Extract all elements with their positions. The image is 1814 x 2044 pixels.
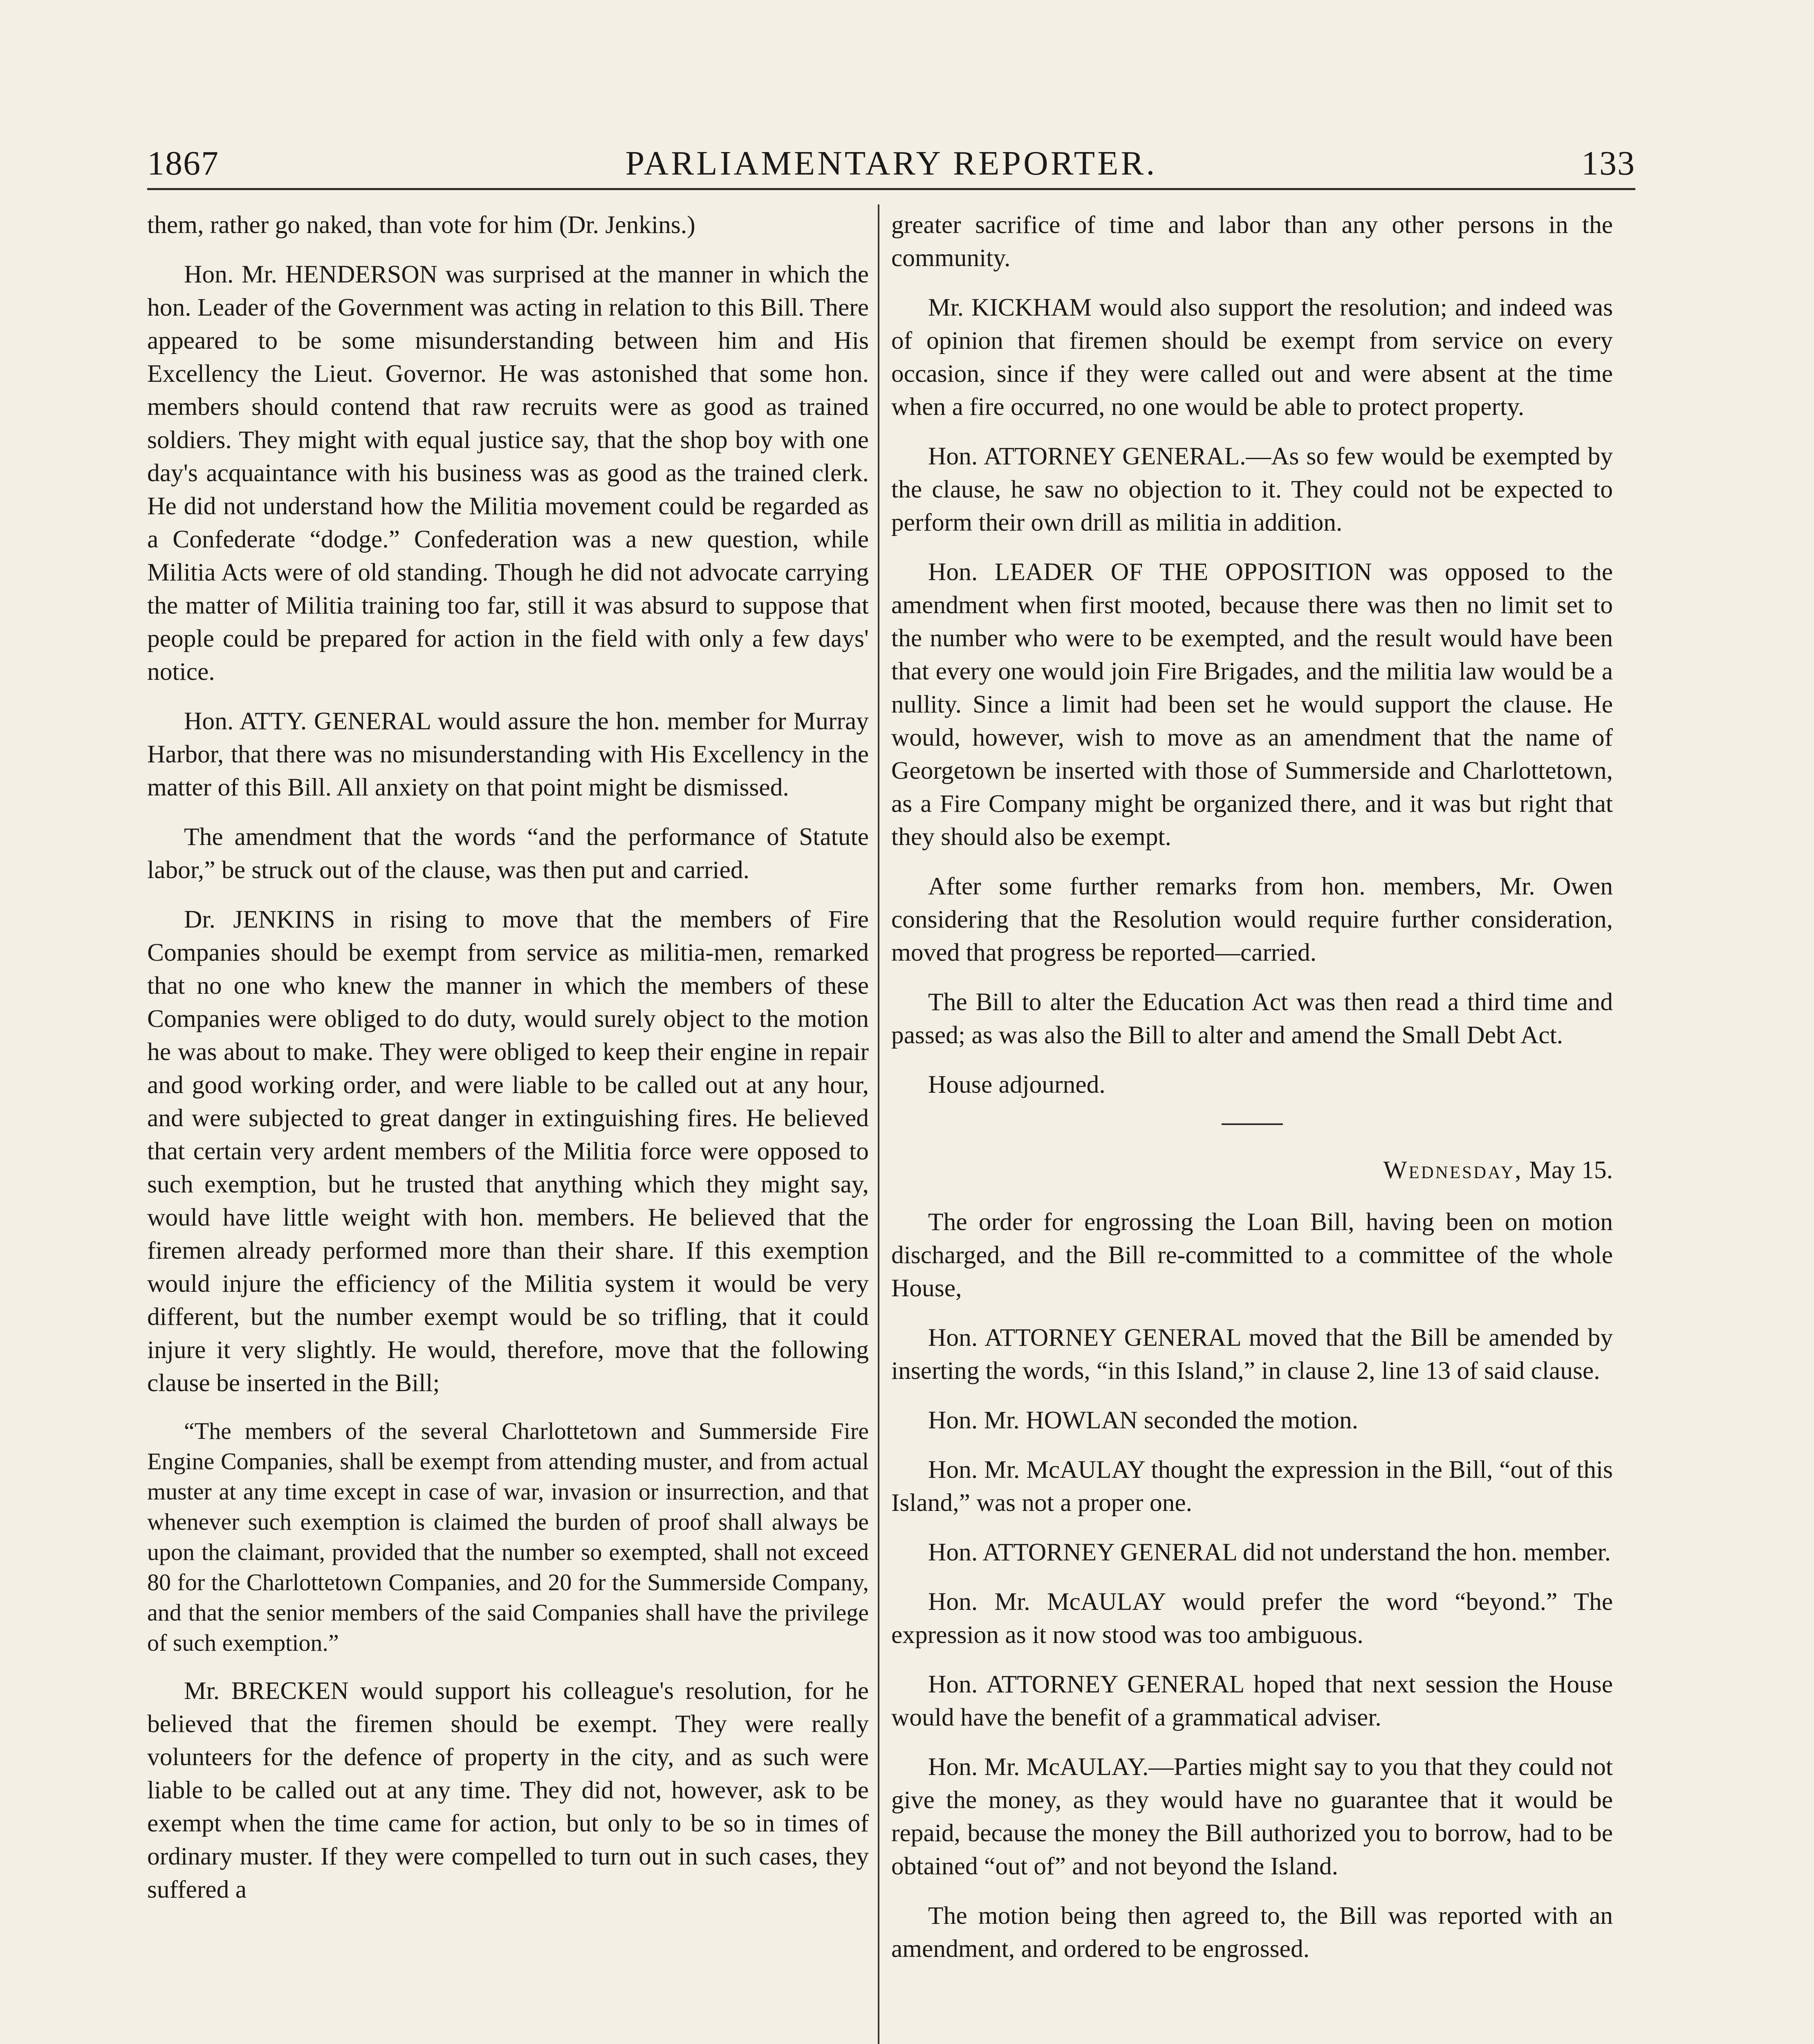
running-header [147, 143, 1635, 190]
paragraph: Hon. ATTORNEY GENERAL moved that the Bill be amended by inserting the words, “in this Island,” in clause 2, line 13 of said clause. [891, 1324, 1613, 1385]
paragraph: Hon. ATTORNEY GENERAL hoped that next session the House would have the benefit of a grammatical adviser. [891, 1670, 1613, 1731]
column-rule [878, 204, 879, 2044]
paragraph: Hon. Mr. McAULAY would prefer the word “beyond.” The expression as it now stood was too ambiguous. [891, 1588, 1613, 1649]
paragraph: Hon. ATTORNEY GENERAL did not understand the hon. member. [928, 1538, 1611, 1566]
paragraph: The Bill to alter the Education Act was then read a third time and passed; as was also the Bill to alter and amend the Small Debt Act. [891, 988, 1613, 1049]
paragraph: The order for engrossing the Loan Bill, having been on motion discharged, and the Bill re-committed to a committee of the whole House, [891, 1208, 1613, 1302]
paragraph: Hon. Mr. McAULAY.—Parties might say to you that they could not give the money, as they would have no guarantee that it would be repaid, because the money the Bill authorized you to borrow, had to be obtained “out of” and not beyond the Island. [891, 1753, 1613, 1880]
paragraph: Hon. Mr. HOWLAN seconded the motion. [928, 1406, 1359, 1434]
paragraph: Hon. Mr. HENDERSON was surprised at the manner in which the hon. Leader of the Government was acting in relation to this Bill. There appeared to be some misunderstanding between him and His Excellency the Lieut. Governor. He was astonished that some hon. members should contend that raw recruits were as good as trained soldiers. They might with equal justice say, that the shop boy with one day's acquaintance with his business was as good as the trained clerk. He did not understand how the Militia movement could be regarded as a Confederate “dodge.” Confederation was a new question, while Militia Acts were of old standing. Though he did not advocate carrying the matter of Militia training too far, still it was absurd to suppose that people could be prepared for action in the field with only a few days' notice. [147, 260, 869, 686]
paragraph: After some further remarks from hon. members, Mr. Owen considering that the Resolution would require further consideration, moved that progress be reported—carried. [891, 872, 1613, 966]
paragraph: Mr. KICKHAM would also support the resolution; and indeed was of opinion that firemen should be exempt from service on every occasion, since if they were called out and were absent at the time when a fire occurred, no one would be able to protect property. [891, 294, 1613, 421]
paragraph: Hon. ATTORNEY GENERAL.—As so few would be exempted by the clause, he saw no objection to it. They could not be expected to perform their own drill as militia in addition. [891, 442, 1613, 536]
header-page-number: 133 [1581, 144, 1635, 182]
header-title: PARLIAMENTARY REPORTER. [625, 144, 1157, 182]
paragraph: The amendment that the words “and the performance of Statute labor,” be struck out of the clause, was then put and carried. [147, 823, 869, 884]
left-column [147, 208, 869, 2044]
right-column [891, 208, 1613, 2044]
paragraph: Mr. BRECKEN would support his colleague's resolution, for he believed that the firemen should be exempt. They were really volunteers for the defence of property in the city, and as such were liable to be called out at any time. They did not, however, ask to be exempt when the time came for action, but only to be so in times of ordinary muster. If they were compelled to turn out in such cases, they suffered a [147, 1677, 869, 1903]
paragraph: them, rather go naked, than vote for him (Dr. Jenkins.) [147, 211, 695, 239]
header-year: 1867 [147, 144, 219, 182]
section-divider [1222, 1123, 1283, 1125]
paragraph: Hon. Mr. McAULAY thought the expression in the Bill, “out of this Island,” was not a proper one. [891, 1456, 1613, 1517]
paragraph: Hon. ATTY. GENERAL would assure the hon. member for Murray Harbor, that there was no misunderstanding with His Excellency in the matter of this Bill. All anxiety on that point might be dismissed. [147, 707, 869, 801]
paragraph: House adjourned. [928, 1071, 1105, 1098]
dateline-day: Wednesday, [1383, 1156, 1523, 1184]
paragraph: greater sacrifice of time and labor than any other persons in the community. [891, 211, 1613, 272]
paragraph: Dr. JENKINS in rising to move that the members of Fire Companies should be exempt from service as militia-men, remarked that no one who knew the manner in which the members of these Companies were obliged to do duty, would surely object to the motion he was about to make. They were obliged to keep their engine in repair and good working order, and were liable to be called out at any hour, and were subjected to great danger in extinguishing fires. He believed that certain very ardent members of the Militia force were opposed to such exemption, but he trusted that anything which they might say, would have little weight with hon. members. He believed that the firemen already performed more than their share. If this exemption would injure the efficiency of the Militia system it would be very different, but the number exempt would be so trifling, that it could injure it very slightly. He would, therefore, move that the following clause be inserted in the Bill; [147, 905, 869, 1397]
dateline [891, 1154, 1613, 1187]
paragraph: Hon. LEADER OF THE OPPOSITION was opposed to the amendment when first mooted, because there was then no limit set to the number who were to be exempted, and the result would have been that every one would join Fire Brigades, and the militia law would be a nullity. Since a limit had been set he would support the clause. He would, however, wish to move as an amendment that the name of Georgetown be inserted with those of Summerside and Charlottetown, as a Fire Company might be organized there, and it was but right that they should also be exempt. [891, 558, 1613, 851]
dateline-date: May 15. [1529, 1156, 1613, 1184]
paragraph: The motion being then agreed to, the Bill was reported with an amendment, and ordered to be engrossed. [891, 1902, 1613, 1963]
quoted-clause: “The members of the several Charlottetown and Summerside Fire Engine Companies, shall be exempt from attending muster, and from actual muster at any time except in case of war, invasion or insurrection, and that whenever such exemption is claimed the burden of proof shall always be upon the claimant, provided that the number so exempted, shall not exceed 80 for the Charlottetown Companies, and 20 for the Summerside Company, and that the senior members of the said Companies shall have the privilege of such exemption.” [147, 1418, 869, 1656]
